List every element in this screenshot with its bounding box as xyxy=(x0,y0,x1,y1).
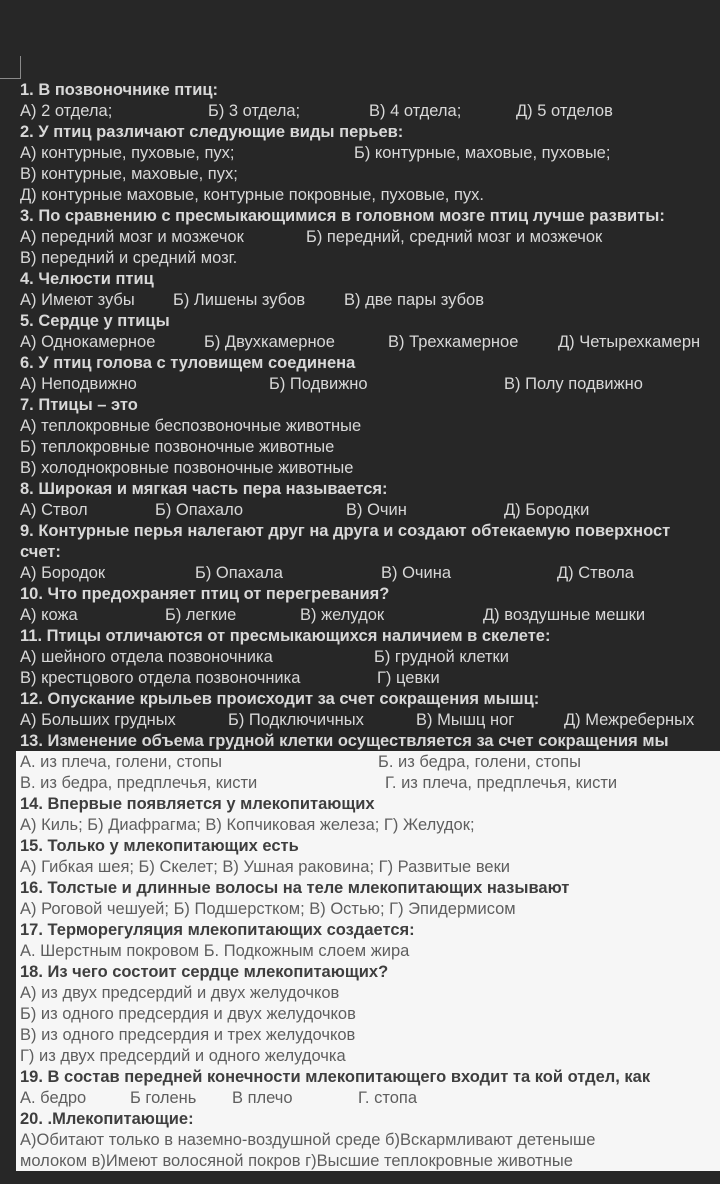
question-5: 5. Сердце у птицы xyxy=(20,312,170,330)
answer-option: А) Имеют зубы xyxy=(20,291,135,309)
answer-option: Б) из одного предсердия и двух желудочков xyxy=(20,1005,356,1023)
answer-option: Д) Ствола xyxy=(557,564,634,582)
answer-option: В) Мышц ног xyxy=(416,711,515,729)
answer-option: А) Ствол xyxy=(20,501,88,519)
question-19: 19. В состав передней конечности млекопитающего входит та кой отдел, как xyxy=(20,1068,651,1086)
answer-option: Б. из бедра, голени, стопы xyxy=(378,753,581,771)
answer-option: Г) цевки xyxy=(377,669,440,687)
answer-option: А) Однокамерное xyxy=(20,333,156,351)
question-11: 11. Птицы отличаются от пресмыкающихся наличием в скелете: xyxy=(20,627,551,645)
answer-option: Б) Подключичных xyxy=(228,711,364,729)
answer-option: А) из двух предсердий и двух желудочков xyxy=(20,984,340,1002)
answer-option: В) контурные, маховые, пух; xyxy=(20,165,238,183)
question-8: 8. Широкая и мягкая часть пера называется: xyxy=(20,480,388,498)
question-3: 3. По сравнению с пресмыкающимися в головном мозге птиц лучше развиты: xyxy=(20,207,665,225)
answer-option: Б) Опахала xyxy=(195,564,283,582)
answer-option: А) кожа xyxy=(20,606,78,624)
question-16: 16. Толстые и длинные волосы на теле млекопитающих называют xyxy=(20,879,570,897)
answer-option: А) 2 отдела; xyxy=(20,102,113,120)
answer-option: В) холоднокровные позвоночные животные xyxy=(20,459,354,477)
question-20: 20. .Млекопитающие: xyxy=(20,1110,194,1128)
question-13: 13. Изменение объема грудной клетки осуществляется за счет сокращения мы xyxy=(20,732,669,750)
answer-option: А) Бородок xyxy=(20,564,106,582)
answer-option: А) Неподвижно xyxy=(20,375,137,393)
answer-option: В) Очин xyxy=(346,501,407,519)
answer-option: А) Гибкая шея; Б) Скелет; В) Ушная раковина; Г) Развитые веки xyxy=(20,858,511,876)
answer-option: А) теплокровные беспозвоночные животные xyxy=(20,417,362,435)
answer-option: Б) Лишены зубов xyxy=(173,291,306,309)
question-2: 2. У птиц различают следующие виды перьев: xyxy=(20,123,404,141)
question-9: 9. Контурные перья налегают друг на друга и создают обтекаемую поверхност xyxy=(20,522,671,540)
document-corner-mark xyxy=(0,56,21,79)
answer-option: Б) легкие xyxy=(165,606,237,624)
answer-option: Б) Опахало xyxy=(155,501,244,519)
answer-option: Д) Межреберных xyxy=(564,711,695,729)
answer-option: В) Полу подвижно xyxy=(504,375,643,393)
answer-option: Б) Двухкамерное xyxy=(204,333,335,351)
answer-option: В) передний и средний мозг. xyxy=(20,249,238,267)
answer-option: А) шейного отдела позвоночника xyxy=(20,648,273,666)
question-17: 17. Терморегуляция млекопитающих создается: xyxy=(20,921,415,939)
answer-option: Д) Четырехкамерн xyxy=(558,333,701,351)
answer-option: Б) 3 отдела; xyxy=(208,102,301,120)
answer-option: В плечо xyxy=(232,1089,293,1107)
answer-option: А) Роговой чешуей; Б) Подшерстком; В) Остью; Г) Эпидермисом xyxy=(20,900,516,918)
answer-option: Б) грудной клетки xyxy=(374,648,509,666)
answer-option: Д) контурные маховые, контурные покровные, пуховые, пух. xyxy=(20,186,484,204)
answer-option: В) крестцового отдела позвоночника xyxy=(20,669,301,687)
question-18: 18. Из чего состоит сердце млекопитающих? xyxy=(20,963,389,981)
answer-option: А. из плеча, голени, стопы xyxy=(20,753,223,771)
answer-option: Б) Подвижно xyxy=(269,375,368,393)
question-14: 14. Впервые появляется у млекопитающих xyxy=(20,795,375,813)
question-1: 1. В позвоночнике птиц: xyxy=(20,81,219,99)
answer-line: молоком в)Имеют волосяной покров г)Высшие теплокровные животные xyxy=(20,1152,573,1170)
answer-option: А) контурные, пуховые, пух; xyxy=(20,144,235,162)
answer-option: Г) из двух предсердий и одного желудочка xyxy=(20,1047,346,1065)
question-4: 4. Челюсти птиц xyxy=(20,270,154,288)
answer-option: В) 4 отдела; xyxy=(369,102,462,120)
answer-option: А. Шерстным покровом Б. Подкожным слоем жира xyxy=(20,942,410,960)
question-9-continuation: счет: xyxy=(20,543,61,561)
answer-option: В) Очина xyxy=(381,564,452,582)
answer-option: Б голень xyxy=(130,1089,197,1107)
answer-line: А)Обитают только в наземно-воздушной среде б)Вскармливают детеныше xyxy=(20,1131,596,1149)
question-12: 12. Опускание крыльев происходит за счет сокращения мышц: xyxy=(20,690,540,708)
answer-option: Д) 5 отделов xyxy=(516,102,613,120)
question-7: 7. Птицы – это xyxy=(20,396,138,414)
answer-option: Б) теплокровные позвоночные животные xyxy=(20,438,335,456)
answer-option: Д) Бородки xyxy=(504,501,590,519)
answer-option: Б) передний, средний мозг и мозжечок xyxy=(306,228,603,246)
answer-option: В) из одного предсердия и трех желудочков xyxy=(20,1026,356,1044)
answer-option: Б) контурные, маховые, пуховые; xyxy=(354,144,611,162)
answer-option: Д) воздушные мешки xyxy=(483,606,646,624)
answer-option: А. бедро xyxy=(20,1089,87,1107)
answer-option: А) Больших грудных xyxy=(20,711,176,729)
question-10: 10. Что предохраняет птиц от перегревания? xyxy=(20,585,390,603)
answer-option: А) передний мозг и мозжечок xyxy=(20,228,244,246)
answer-option: В) желудок xyxy=(300,606,385,624)
answer-option: Г. из плеча, предплечья, кисти xyxy=(385,774,618,792)
answer-option: В) две пары зубов xyxy=(344,291,484,309)
answer-option: В) Трехкамерное xyxy=(388,333,519,351)
answer-option: В. из бедра, предплечья, кисти xyxy=(20,774,258,792)
answer-option: А) Киль; Б) Диафрагма; В) Копчиковая железа; Г) Желудок; xyxy=(20,816,475,834)
question-15: 15. Только у млекопитающих есть xyxy=(20,837,299,855)
answer-option: Г. стопа xyxy=(358,1089,417,1107)
question-6: 6. У птиц голова с туловищем соединена xyxy=(20,354,356,372)
